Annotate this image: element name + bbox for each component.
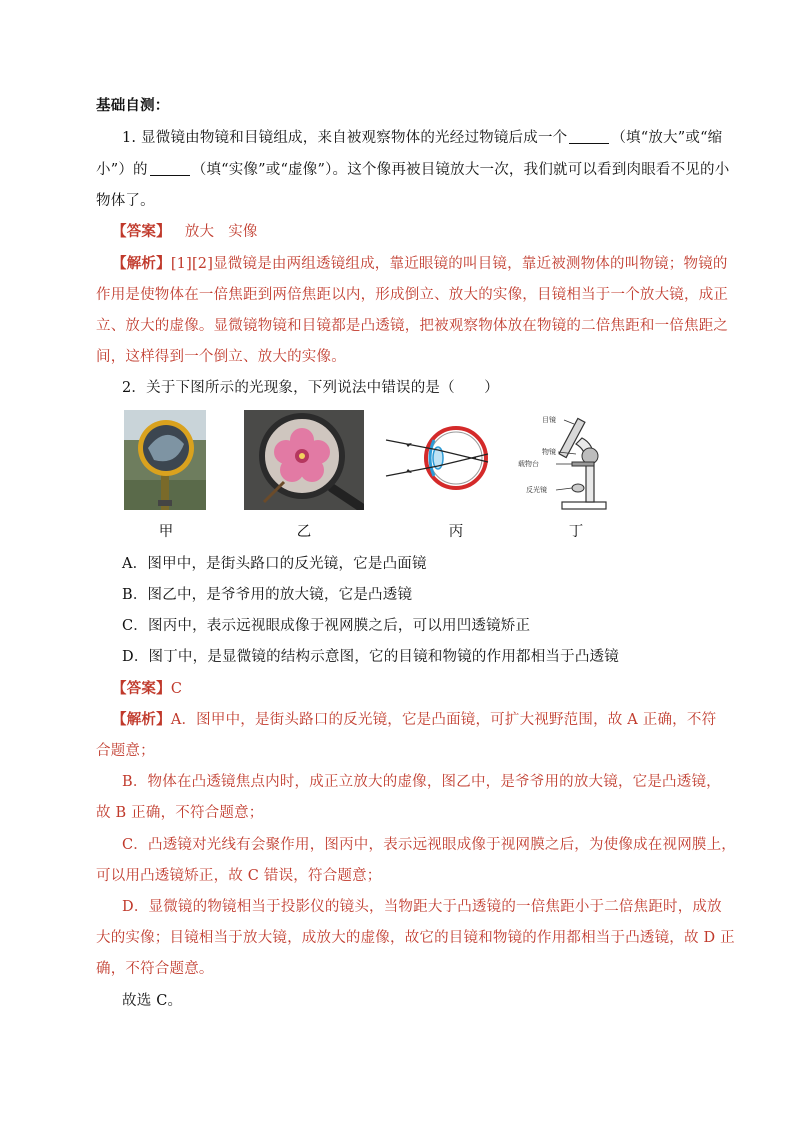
q1-text-1: 1. 显微镜由物镜和目镜组成，来自被观察物体的光经过物镜后成一个 [122,130,568,146]
q1-blank-2 [150,161,190,176]
q2-option-c: C．图丙中，表示远视眼成像于视网膜之后，可以用凹透镜矫正 [122,618,531,634]
microscope-label-eyepiece: 目镜 [542,416,556,424]
q1-text-2b: （填“实像”或“虚像”）。这个像再被目镜放大一次，我们就可以看到肉眼看不见的小 [191,162,730,178]
q1-text-2a: 小”）的 [96,162,148,178]
figure-jia-convex-mirror [124,410,206,510]
q2-option-b: B．图乙中，是爷爷用的放大镜，它是凸透镜 [122,587,413,603]
caption-bing: 丙 [448,524,464,540]
q2-analysis-line-1 [112,710,716,730]
q1-blank-1 [569,129,609,144]
q2-answer-tag: 【答案】 [112,681,171,697]
q1-stem-line-2 [96,160,729,180]
caption-jia: 甲 [158,524,174,540]
q1-stem-line-1 [122,128,722,148]
q1-answer-2: 实像 [228,224,258,240]
q1-analysis-line-2: 作用是使物体在一倍焦距到两倍焦距以内，形成倒立、放大的实像，目镜相当于一个放大镜，成正 [96,287,729,303]
q2-analysis-text-1: A．图甲中，是街头路口的反光镜，它是凸面镜，可扩大视野范围，故 A 正确，不符 [170,712,717,728]
q1-answer-tag: 【答案】 [112,224,171,240]
q1-analysis-text-1: [1][2]显微镜是由两组透镜组成，靠近眼镜的叫目镜，靠近被测物体的叫物镜；物镜的 [170,256,728,272]
caption-ding: 丁 [568,524,584,540]
q2-stem: 2．关于下图所示的光现象，下列说法中错误的是（ ） [122,380,499,396]
q2-analysis-tag: 【解析】 [112,712,171,728]
q2-analysis-line-3: B．物体在凸透镜焦点内时，成正立放大的虚像，图乙中，是爷爷用的放大镜，它是凸透镜， [122,774,721,790]
q1-analysis-line-1 [112,254,728,274]
microscope-label-objective: 物镜 [542,448,556,456]
q1-analysis-line-4: 间，这样得到一个倒立、放大的实像。 [96,349,346,365]
q2-conclusion: 故选 C。 [122,993,183,1009]
figure-bing-eye-diagram [382,412,490,504]
q2-option-a: A．图甲中，是街头路口的反光镜，它是凸面镜 [122,556,427,572]
q2-analysis-line-7: D．显微镜的物镜相当于投影仪的镜头，当物距大于凸透镜的一倍焦距小于二倍焦距时，成放 [122,899,722,915]
q2-answer [112,679,182,699]
microscope-label-stage: 载物台 [518,460,539,468]
q2-answer-value: C [170,681,183,697]
q2-analysis-line-5: C．凸透镜对光线有会聚作用，图丙中，表示远视眼成像于视网膜之后，为使像成在视网膜上， [122,837,736,853]
q2-analysis-line-9: 确，不符合题意。 [96,961,214,977]
q1-answer-1: 放大 [184,224,215,240]
q2-analysis-line-2: 合题意； [96,743,155,759]
q1-stem-line-3: 物体了。 [96,193,155,209]
figure-ding-microscope [516,410,610,510]
q2-option-d: D．图丁中，是显微镜的结构示意图，它的目镜和物镜的作用都相当于凸透镜 [122,649,619,665]
caption-yi: 乙 [296,524,312,540]
section-title: 基础自测： [96,98,170,114]
q1-analysis-line-3: 立、放大的虚像。显微镜物镜和目镜都是凸透镜，把被观察物体放在物镜的二倍焦距和一倍焦距之 [96,318,729,334]
q1-answer [112,222,258,242]
q2-analysis-line-4: 故 B 正确，不符合题意； [96,805,264,821]
q2-analysis-line-6: 可以用凸透镜矫正，故 C 错误，符合题意； [96,868,382,884]
q2-analysis-line-8: 大的实像；目镜相当于放大镜，成放大的虚像，故它的目镜和物镜的作用都相当于凸透镜，故 D 正 [96,930,735,946]
figure-yi-magnifier [244,410,364,510]
q1-analysis-tag: 【解析】 [112,256,171,272]
microscope-label-mirror: 反光镜 [526,486,547,494]
q1-text-1b: （填“放大”或“缩 [611,130,723,146]
